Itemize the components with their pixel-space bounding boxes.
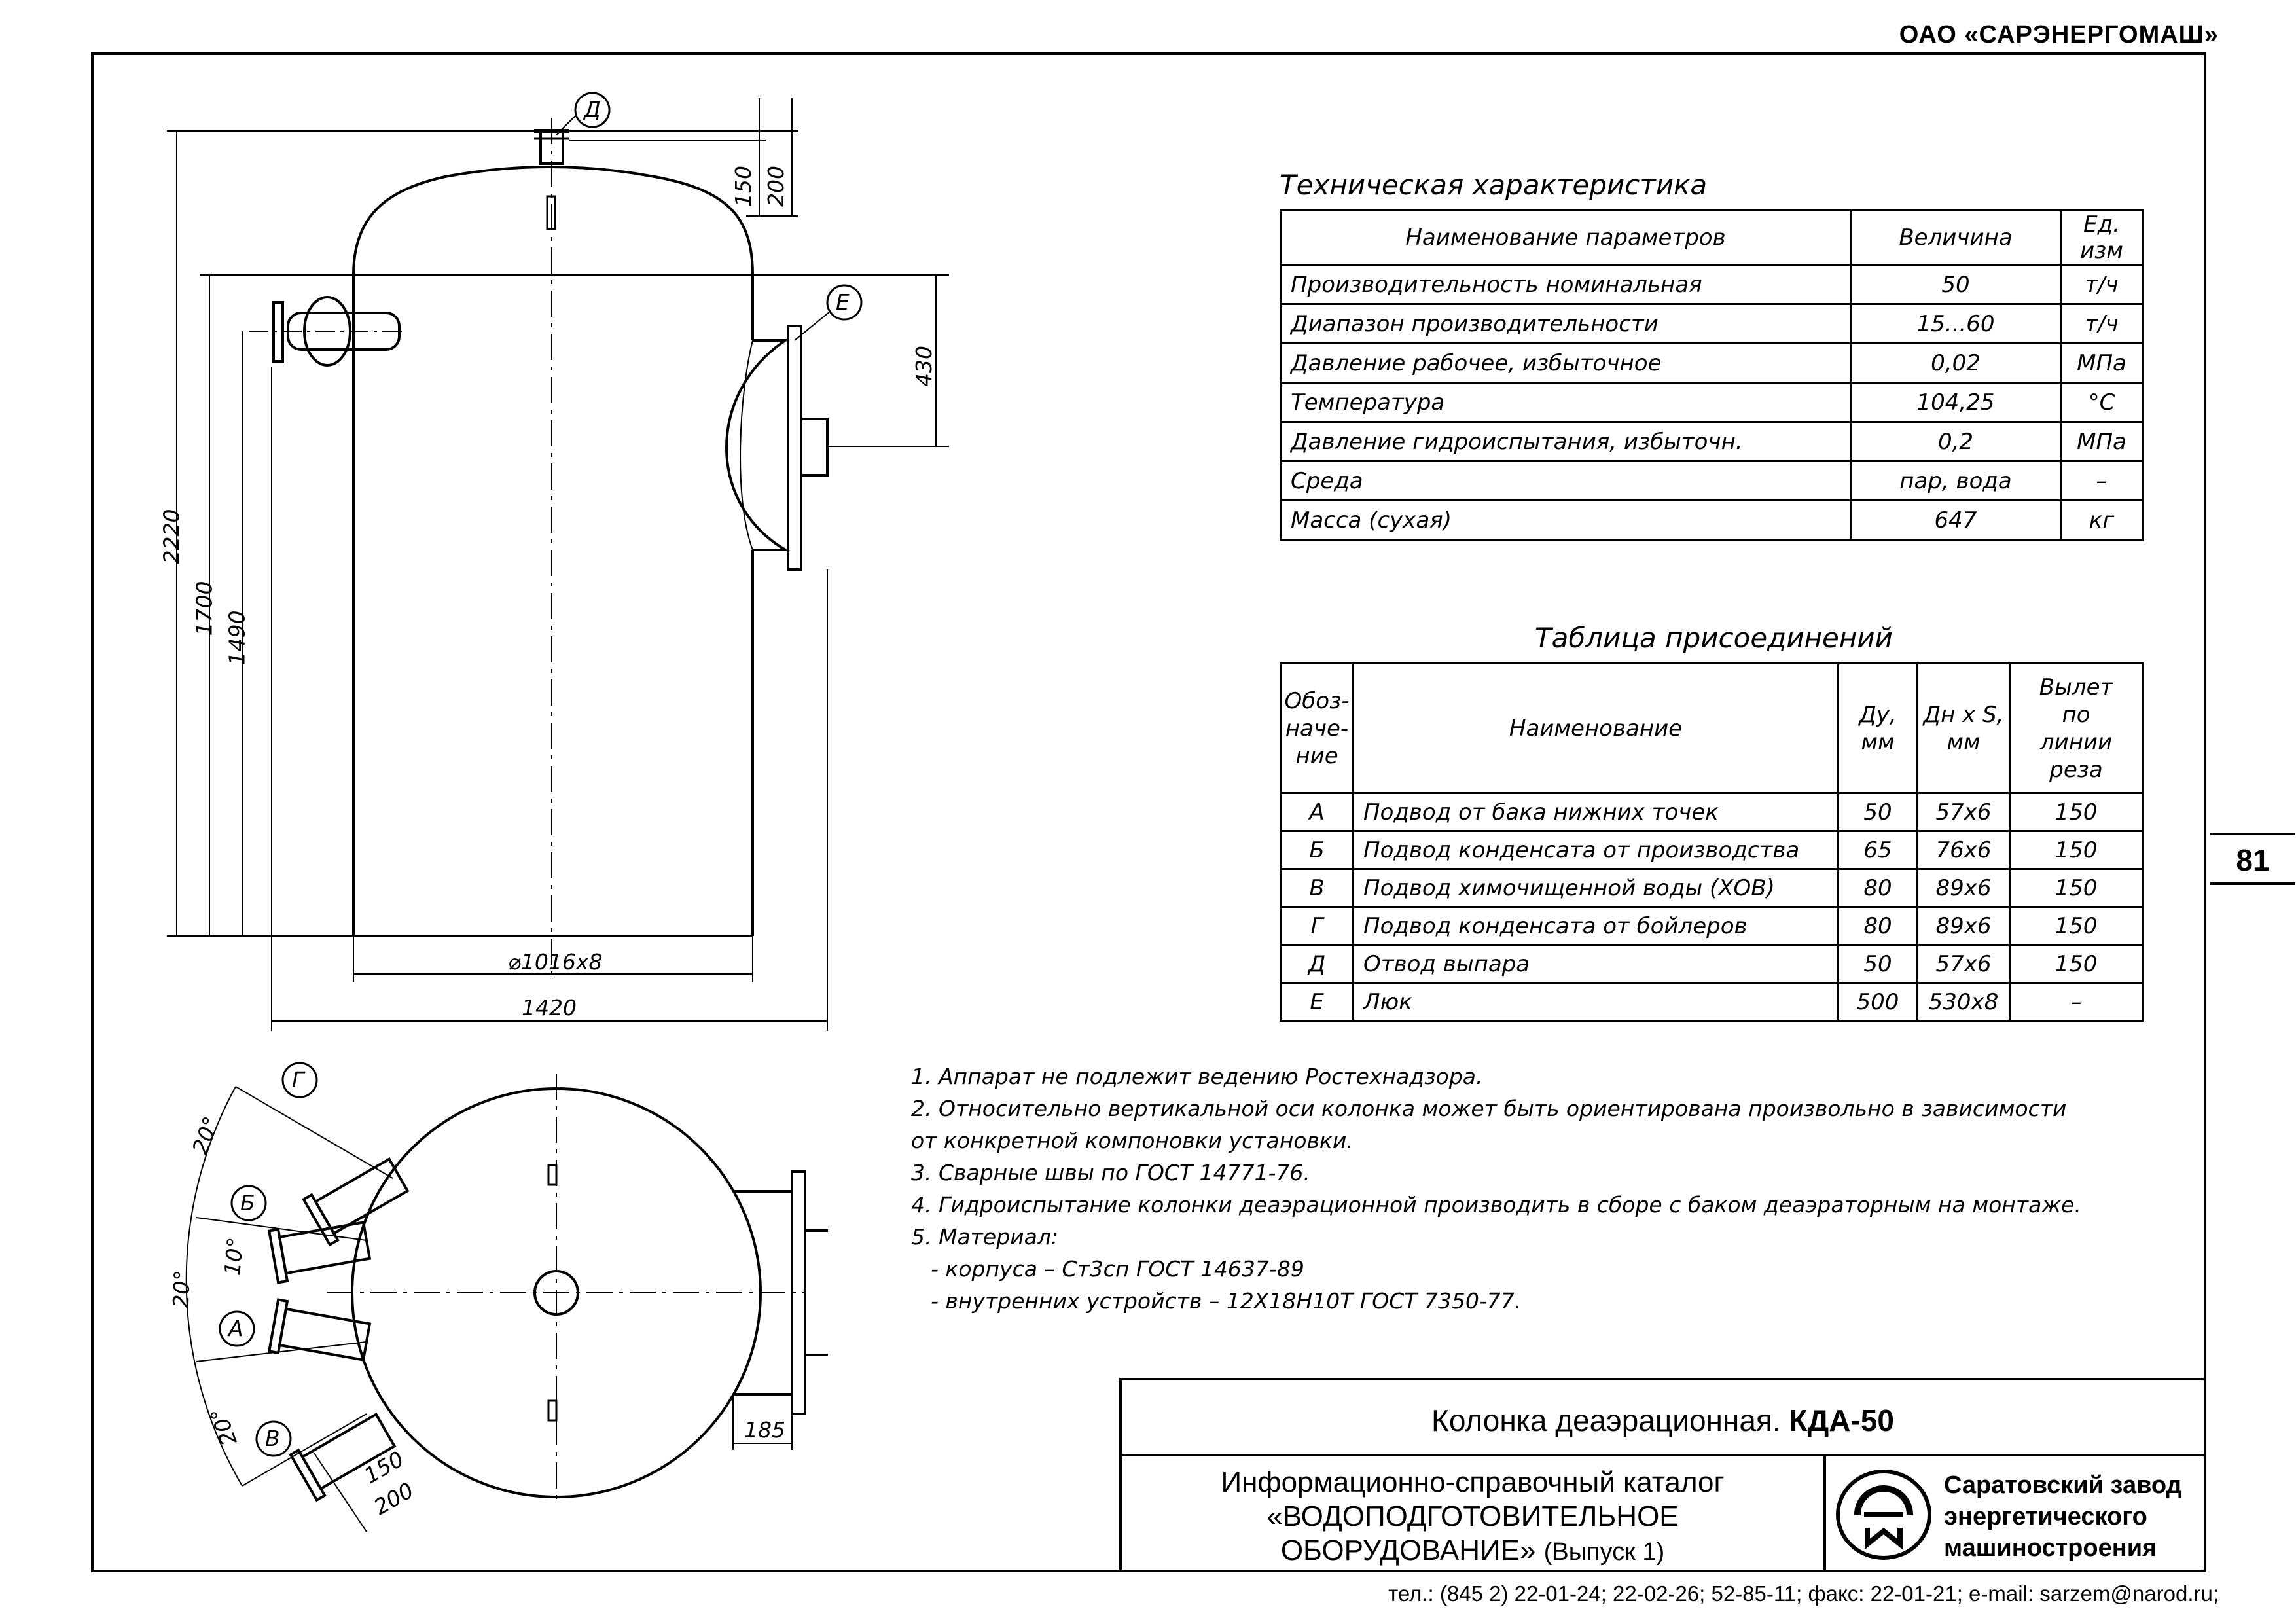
dim-185: 185 [744,1417,785,1443]
conn-dn-s: 89х6 [1918,869,2010,907]
conn-dn-s: 57х6 [1918,793,2010,831]
conn-code: Б [1281,831,1354,869]
conn-table-row [1281,907,2143,945]
param-value: 647 [1851,501,2061,540]
conn-outreach: 150 [2010,831,2143,869]
conn-name: Подвод конденсата от производства [1354,831,1839,869]
tech-header-cell: Наименование параметров [1281,211,1851,265]
conn-du: 500 [1839,983,1918,1021]
conn-code: Г [1281,907,1354,945]
dim-200: 200 [763,166,789,207]
product-title [1122,1403,2204,1438]
catalog-text [1122,1466,1823,1569]
company-name: ОАО «САРЭНЕРГОМАШ» [1899,21,2219,48]
title-block-plant [1823,1454,2206,1572]
callout-g-label: Г [292,1067,304,1092]
param-unit: – [2061,461,2143,501]
tech-table-row [1281,383,2143,422]
note-line: - корпуса – Ст3сп ГОСТ 14637-89 [931,1256,1304,1282]
catalog-issue: (Выпуск 1) [1543,1538,1665,1566]
dim-430: 430 [911,346,937,387]
conn-header-cell: Обоз- наче- ние [1281,664,1354,793]
conn-header-cell: Вылет по линии реза [2010,664,2143,793]
conn-outreach: 150 [2010,907,2143,945]
param-name: Давление гидроиспытания, избыточн. [1281,422,1851,461]
tech-header-cell: Ед. изм [2061,211,2143,265]
conn-name: Отвод выпара [1354,945,1839,983]
conn-outreach: – [2010,983,2143,1021]
conn-table-row [1281,831,2143,869]
conn-dn-s: 76х6 [1918,831,2010,869]
conn-du: 80 [1839,907,1918,945]
callout-d-label: Д [584,97,601,122]
param-value: 104,25 [1851,383,2061,422]
conn-name: Люк [1354,983,1839,1021]
plant-line-1: Саратовский завод [1944,1471,2182,1499]
plant-name [1944,1470,2182,1564]
param-unit: МПа [2061,344,2143,383]
tech-table-row [1281,344,2143,383]
note-line: 5. Материал: [911,1224,1059,1250]
conn-table-row [1281,869,2143,907]
footer-contacts: тел.: (845 2) 22-01-24; 22-02-26; 52-85-11; факс: 22-01-21; e-mail: sarzem@narod.ru; [1388,1581,2219,1606]
conn-code: Е [1281,983,1354,1021]
conn-code: В [1281,869,1354,907]
page-number: 81 [2210,833,2295,885]
angle-20-top: 20° [187,1113,224,1158]
callout-v-label: В [265,1426,280,1451]
conn-du: 80 [1839,869,1918,907]
param-name: Производительность номинальная [1281,265,1851,304]
angle-20-bottom: 20° [204,1404,242,1449]
tech-table-title: Техническая характеристика [1280,169,1708,201]
conn-du: 65 [1839,831,1918,869]
conn-du: 50 [1839,945,1918,983]
dim-200-plan: 200 [369,1477,418,1521]
callout-e-label: Е [836,289,850,315]
plan-view [187,1063,828,1532]
dim-1420: 1420 [522,995,577,1020]
param-name: Диапазон производительности [1281,304,1851,344]
conn-dn-s: 57х6 [1918,945,2010,983]
conn-code: А [1281,793,1354,831]
param-value: 0,2 [1851,422,2061,461]
conn-header-cell: Наименование [1354,664,1839,793]
angle-20-mid: 20° [168,1269,195,1309]
product-prefix: Колонка деаэрационная. [1431,1403,1781,1437]
param-name: Среда [1281,461,1851,501]
conn-dn-s: 530х8 [1918,983,2010,1021]
conn-outreach: 150 [2010,869,2143,907]
param-value: 15...60 [1851,304,2061,344]
front-view [167,93,949,1031]
param-unit: °С [2061,383,2143,422]
conn-header-cell: Ду, мм [1839,664,1918,793]
conn-table-row [1281,983,2143,1021]
note-line: 1. Аппарат не подлежит ведению Ростехнадзора. [911,1064,1483,1089]
conn-du: 50 [1839,793,1918,831]
param-value: 0,02 [1851,344,2061,383]
title-block-product [1119,1378,2206,1456]
tech-table-row [1281,422,2143,461]
param-unit: т/ч [2061,304,2143,344]
conn-name: Подвод химочищенной воды (ХОВ) [1354,869,1839,907]
tech-table [1280,209,2144,541]
plant-line-2: энергетического [1944,1503,2147,1530]
catalog-line-1: Информационно-справочный каталог [1221,1466,1725,1498]
conn-table [1280,662,2144,1022]
note-line: 2. Относительно вертикальной оси колонка может быть ориентирована произвольно в зависимости [911,1096,2067,1121]
conn-name: Подвод конденсата от бойлеров [1354,907,1839,945]
title-block-catalog [1119,1454,1826,1572]
dim-2220: 2220 [158,509,185,564]
product-model: КДА-50 [1789,1403,1894,1437]
conn-header-cell: Дн х S, мм [1918,664,2010,793]
catalog-line-3: ОБОРУДОВАНИЕ» (Выпуск 1) [1280,1534,1665,1566]
conn-name: Подвод от бака нижних точек [1354,793,1839,831]
callout-b-label: Б [240,1190,255,1216]
dim-1700: 1700 [191,581,217,636]
dim-150-plan: 150 [359,1445,408,1489]
param-name: Масса (сухая) [1281,501,1851,540]
tech-table-row [1281,304,2143,344]
dim-diameter: ⌀1016х8 [508,949,603,975]
tech-header-cell: Величина [1851,211,2061,265]
dim-1490: 1490 [224,610,250,666]
conn-table-header [1281,664,2143,793]
param-unit: МПа [2061,422,2143,461]
conn-table-title: Таблица присоединений [1535,622,1893,654]
param-value: пар, вода [1851,461,2061,501]
conn-code: Д [1281,945,1354,983]
conn-outreach: 150 [2010,945,2143,983]
note-line: 3. Сварные швы по ГОСТ 14771-76. [911,1160,1310,1185]
conn-table-row [1281,793,2143,831]
conn-dn-s: 89х6 [1918,907,2010,945]
dim-150: 150 [730,166,756,207]
param-value: 50 [1851,265,2061,304]
param-name: Температура [1281,383,1851,422]
tech-table-row [1281,501,2143,540]
note-line: - внутренних устройств – 12Х18Н10Т ГОСТ 7350-77. [931,1288,1522,1314]
notes [911,1060,2155,1317]
note-line: от конкретной компоновки установки. [911,1128,1354,1153]
conn-outreach: 150 [2010,793,2143,831]
param-unit: кг [2061,501,2143,540]
tech-table-row [1281,265,2143,304]
tech-table-header [1281,211,2143,265]
tech-table-row [1281,461,2143,501]
plant-logo [1831,1466,1936,1564]
conn-table-row [1281,945,2143,983]
callout-a-label: А [228,1316,243,1341]
param-unit: т/ч [2061,265,2143,304]
angle-10: 10° [219,1236,249,1277]
note-line: 4. Гидроиспытание колонки деаэрационной производить в сборе с баком деаэраторным на монтаже. [911,1192,2081,1218]
param-name: Давление рабочее, избыточное [1281,344,1851,383]
plant-line-3: машиностроения [1944,1534,2157,1562]
catalog-line-2: «ВОДОПОДГОТОВИТЕЛЬНОЕ [1266,1500,1679,1532]
